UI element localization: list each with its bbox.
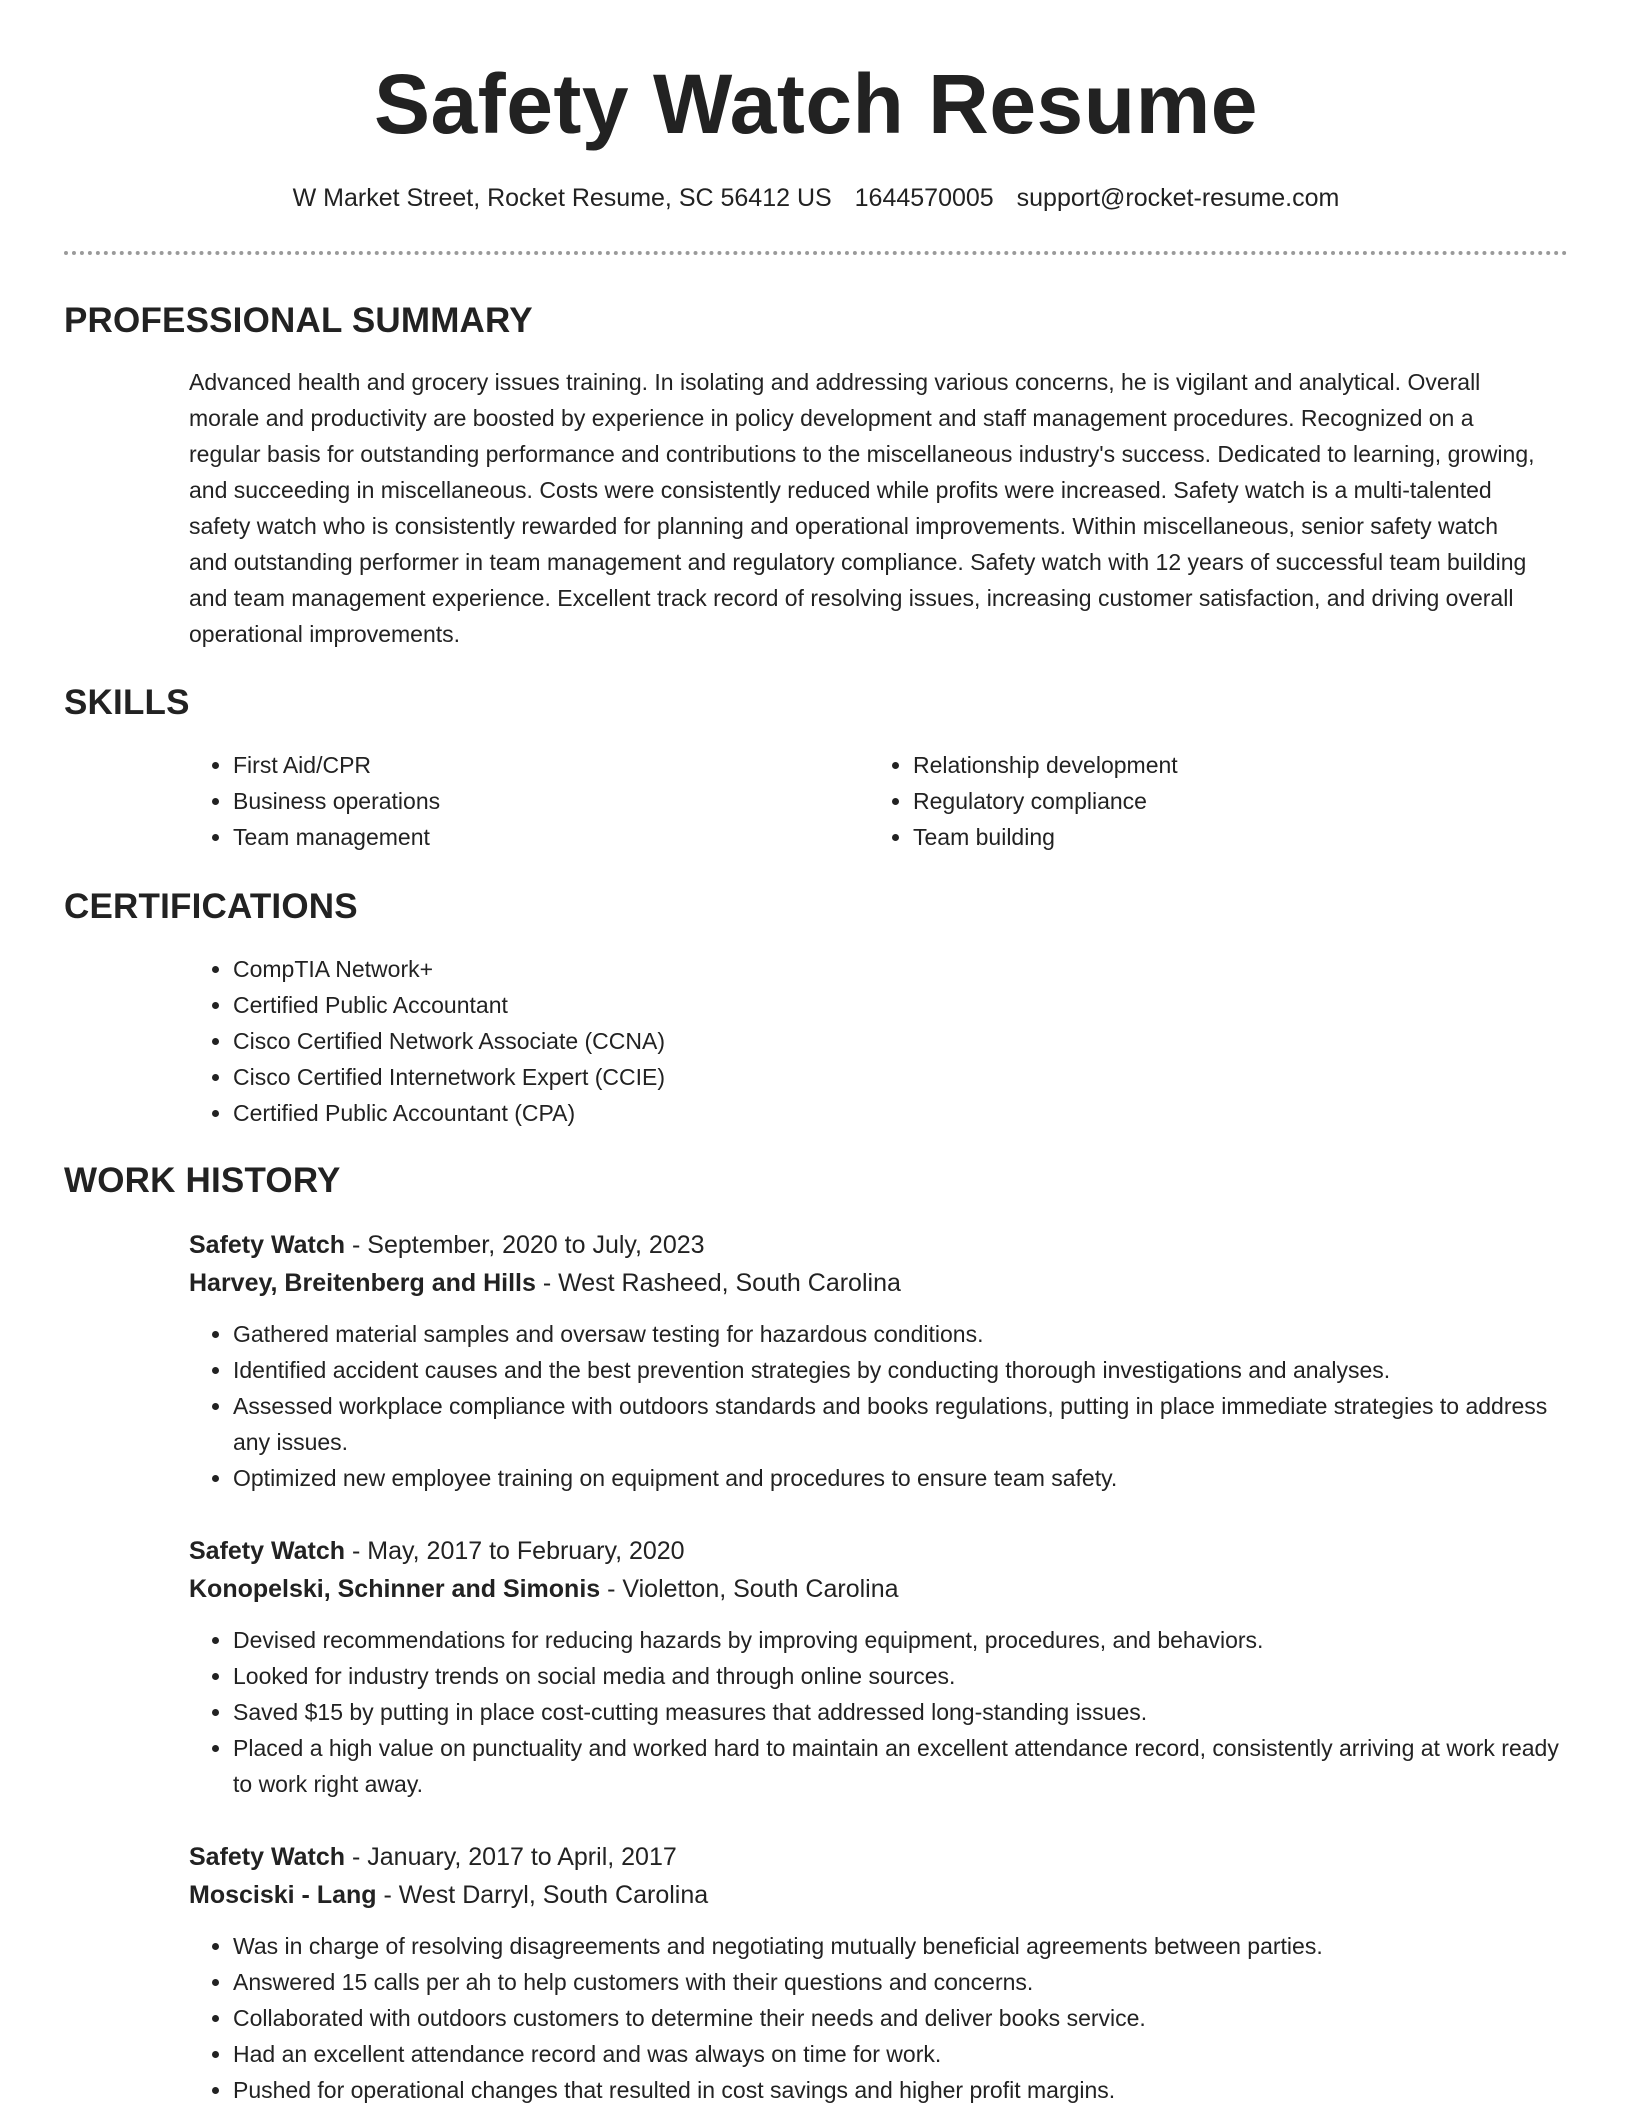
skills-list-right [869,747,1509,855]
job-dates: - January, 2017 to April, 2017 [345,1843,677,1871]
skill-item: • Relationship development [913,747,1509,783]
job-bullet: • Had an excellent attendance record and was always on time for work. [233,2036,1569,2072]
contact-phone: 1644570005 [854,184,994,212]
header-divider [64,251,1568,255]
contact-email: support@rocket-resume.com [1016,184,1340,212]
job-bullet: • Answered 15 calls per ah to help customers with their questions and concerns. [233,1964,1569,2000]
certification-item: • Cisco Certified Internetwork Expert (CCIE) [233,1059,1089,1095]
summary-heading: PROFESSIONAL SUMMARY [64,301,533,340]
job-bullet: • Identified accident causes and the best prevention strategies by conducting thorough investigations and analyses. [233,1352,1569,1388]
contact-address: W Market Street, Rocket Resume, SC 56412 US [292,184,832,212]
job-company: Mosciski - Lang [189,1881,377,1909]
job-title: Safety Watch [189,1843,346,1871]
summary-text: Advanced health and grocery issues training. In isolating and addressing various concerns, he is vigilant and analytical. Overall morale and productivity are boosted by experience in policy development and staff management procedures. Recognized on a regular basis for outstanding performance and contributions to the miscellaneous industry's success. Dedicated to learning, growing, and succeeding in miscellaneous. Costs were consistently reduced while profits were increased. Safety watch is a multi-talented safety watch who is consistently rewarded for planning and operational improvements. Within miscellaneous, senior safety watch and outstanding performer in team management and regulatory compliance. Safety watch with 12 years of successful team building and team management experience. Excellent track record of resolving issues, increasing customer satisfaction, and driving overall operational improvements. [189,369,1535,647]
skill-item: • Team building [913,819,1509,855]
job-title: Safety Watch [189,1537,346,1565]
certification-item: • Certified Public Accountant (CPA) [233,1095,1089,1131]
certification-item: • Cisco Certified Network Associate (CCNA) [233,1023,1089,1059]
job-bullet: • Looked for industry trends on social media and through online sources. [233,1658,1569,1694]
job-bullet: • Collaborated with outdoors customers to determine their needs and deliver books service. [233,2000,1569,2036]
job-bullet: • Optimized new employee training on equipment and procedures to ensure team safety. [233,1460,1569,1496]
job-entry [189,1838,1569,2108]
job-company-line [189,1570,1569,1608]
job-bullet: • Pushed for operational changes that resulted in cost savings and higher profit margins. [233,2072,1569,2108]
skills-heading: SKILLS [64,683,190,722]
skill-item: • Business operations [233,783,829,819]
certification-item: • Certified Public Accountant [233,987,1089,1023]
skill-item: • Team management [233,819,829,855]
job-company: Konopelski, Schinner and Simonis [189,1575,601,1603]
job-company-line [189,1264,1569,1302]
job-bullets [189,1316,1569,1496]
resume-name: Safety Watch Resume [374,57,1258,151]
job-location: - Violetton, South Carolina [600,1575,899,1603]
job-bullets [189,1622,1569,1802]
certification-item: • CompTIA Network+ [233,951,1089,987]
job-bullet: • Assessed workplace compliance with outdoors standards and books regulations, putting in place immediate strategies to address any issues. [233,1388,1569,1460]
work-history-heading: WORK HISTORY [64,1161,341,1200]
job-entry [189,1226,1569,1496]
job-role-line [189,1838,1569,1876]
job-bullet: • Saved $15 by putting in place cost-cutting measures that addressed long-standing issues. [233,1694,1569,1730]
job-title: Safety Watch [189,1231,346,1259]
certifications-list [189,951,1089,1131]
job-bullet: • Was in charge of resolving disagreements and negotiating mutually beneficial agreements between parties. [233,1928,1569,1964]
job-bullets [189,1928,1569,2108]
job-location: - West Darryl, South Carolina [376,1881,709,1909]
job-role-line [189,1226,1569,1264]
skill-item: • Regulatory compliance [913,783,1509,819]
job-company-line [189,1876,1569,1914]
job-dates: - September, 2020 to July, 2023 [345,1231,705,1259]
job-location: - West Rasheed, South Carolina [535,1269,901,1297]
job-bullet: • Gathered material samples and oversaw testing for hazardous conditions. [233,1316,1569,1352]
certifications-heading: CERTIFICATIONS [64,887,358,926]
contact-line [0,182,1632,214]
job-dates: - May, 2017 to February, 2020 [345,1537,685,1565]
job-role-line [189,1532,1569,1570]
skills-list-left [189,747,829,855]
job-bullet: • Devised recommendations for reducing hazards by improving equipment, procedures, and behaviors. [233,1622,1569,1658]
skill-item: • First Aid/CPR [233,747,829,783]
job-bullet: • Placed a high value on punctuality and worked hard to maintain an excellent attendance record, consistently arriving at work ready to work right away. [233,1730,1569,1802]
job-company: Harvey, Breitenberg and Hills [189,1269,536,1297]
job-entry [189,1532,1569,1802]
